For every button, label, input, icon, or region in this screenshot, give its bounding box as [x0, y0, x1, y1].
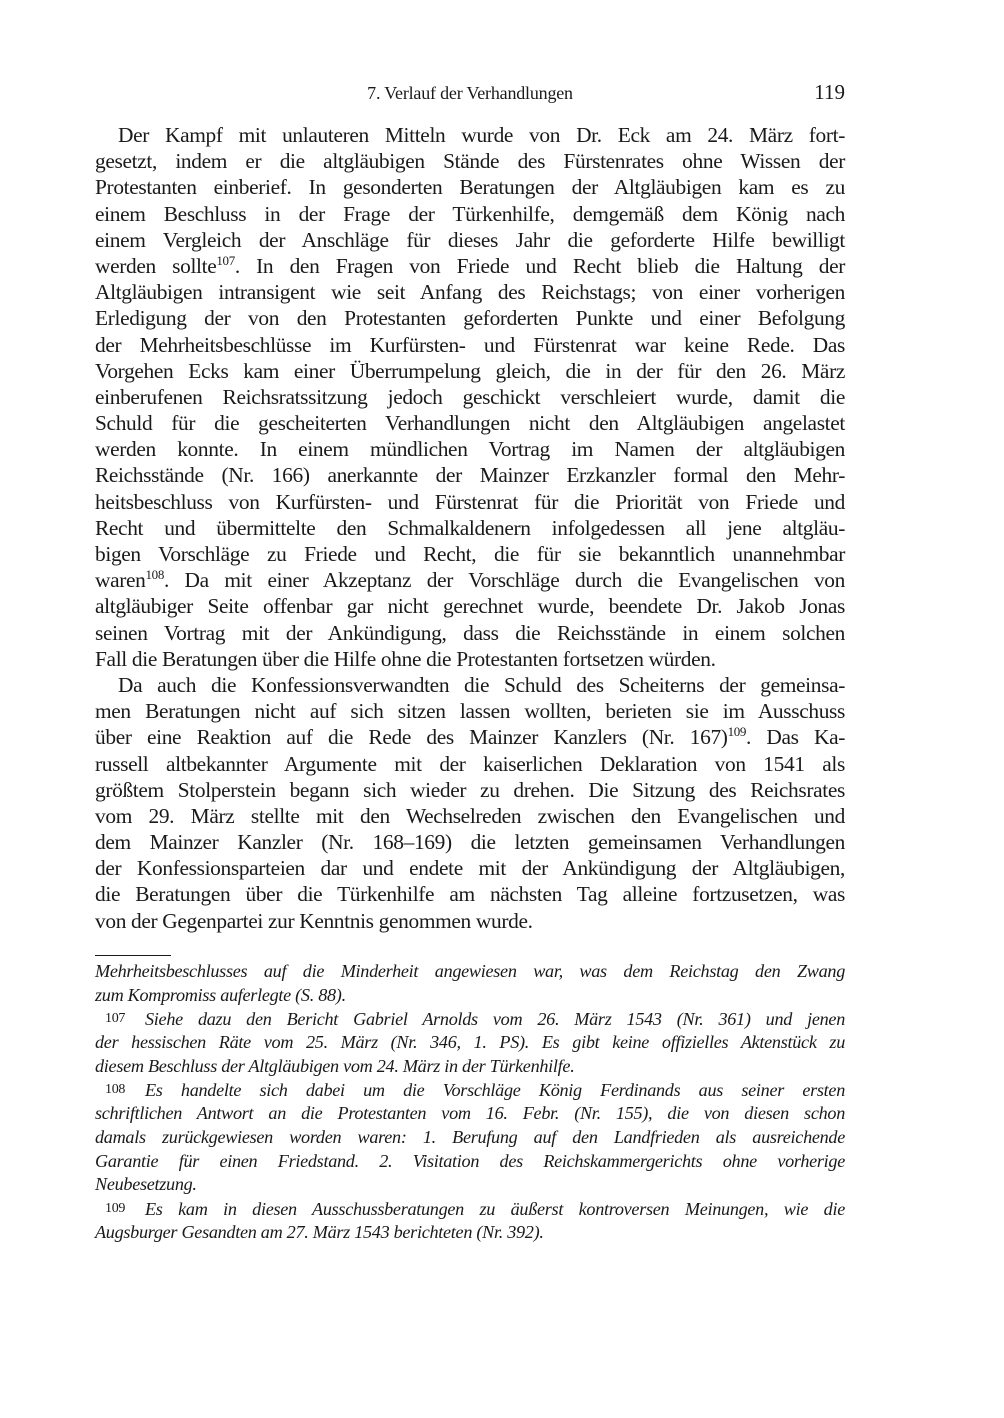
- text-fragment: werden sollte: [95, 253, 217, 278]
- page-number: 119: [814, 80, 845, 104]
- footnote-line: Neubesetzung.: [95, 1174, 197, 1195]
- footnote-line: damals zurückgewiesen worden waren: 1. Berufung auf den Landfrieden als ausreichende: [95, 1126, 845, 1147]
- footnote-line: Augsburger Gesandten am 27. März 1543 berichteten (Nr. 392).: [95, 1221, 544, 1242]
- text-line: Schuld für die gescheiterten Verhandlungen nicht den Altgläubigen angelastet: [95, 411, 845, 436]
- text-line: einem Vergleich der Anschläge für dieses Jahr die geforderte Hilfe bewilligt: [95, 227, 845, 252]
- text-fragment: waren: [95, 568, 146, 593]
- text-line: Der Kampf mit unlauteren Mitteln wurde von Dr. Eck am 24. März fort-: [118, 123, 845, 147]
- footnote-ref-108[interactable]: 108: [145, 567, 164, 583]
- running-header: [95, 80, 845, 108]
- text-fragment: . Da mit einer Akzeptanz der Vorschläge durch die Evangelischen von: [163, 568, 845, 593]
- text-line: der Mehrheitsbeschlüsse im Kurfürsten- und Fürstenrat war keine Rede. Das: [95, 332, 845, 357]
- text-line: heitsbeschluss von Kurfürsten- und Fürstenrat für die Priorität von Friede und: [95, 489, 845, 514]
- text-line: bigen Vorschläge zu Friede und Recht, die für sie bekanntlich unannehmbar: [95, 542, 845, 566]
- main-text: [95, 122, 845, 934]
- footnote-separator: [95, 955, 171, 956]
- text-line: Da auch die Konfessionsverwandten die Schuld des Scheiterns der gemeinsa-: [118, 672, 845, 697]
- text-line: seinen Vortrag mit der Ankündigung, dass die Reichsstände in einem solchen: [95, 620, 845, 645]
- footnote-text: Es handelte sich dabei um die Vorschläge König Ferdinands aus seiner ersten: [145, 1080, 845, 1101]
- text-line: Reichsstände (Nr. 166) anerkannte der Mainzer Erzkanzler formal den Mehr-: [95, 463, 845, 488]
- footnote-number: 107: [105, 1011, 126, 1027]
- footnote-109: [95, 1197, 845, 1221]
- footnote-text: Es kam in diesen Ausschussberatungen zu äußerst kontroversen Meinungen, wie die: [145, 1198, 845, 1219]
- text-line: gesetzt, indem er die altgläubigen Stände des Fürstenrates ohne Wissen der: [95, 149, 845, 174]
- text-line: Vorgehen Ecks kam einer Überrumpelung gleich, die in der für den 26. März: [95, 358, 845, 383]
- footnote-108: [95, 1078, 845, 1102]
- text-line: Recht und übermittelte den Schmalkaldenern infolgedessen all jene altgläu-: [95, 515, 845, 540]
- text-line: werden konnte. In einem mündlichen Vortrag im Namen der altgläubigen: [95, 437, 845, 462]
- text-line: einberufenen Reichsratssitzung jedoch geschickt verschleiert wurde, damit die: [95, 384, 845, 409]
- text-line: die Beratungen über die Türkenhilfe am nächsten Tag alleine fortzusetzen, was: [95, 882, 845, 907]
- text-line: der Konfessionsparteien dar und endete mit der Ankündigung der Altgläubigen,: [95, 856, 845, 881]
- footnote-number: 109: [105, 1200, 126, 1216]
- text-line: von der Gegenpartei zur Kenntnis genommen wurde.: [95, 908, 533, 933]
- text-line: [95, 567, 845, 593]
- text-line: [95, 724, 845, 750]
- footnote-line: schriftlichen Antwort an die Protestanten vom 16. Febr. (Nr. 155), die von diesen schon: [95, 1103, 845, 1124]
- footnote-line: Mehrheitsbeschlusses auf die Minderheit angewiesen war, was dem Reichstag den Zwang: [95, 961, 845, 981]
- footnote-line: Garantie für einen Friedstand. 2. Visitation des Reichskammergerichts ohne vorherige: [95, 1150, 845, 1171]
- text-line: altgläubiger Seite offenbar gar nicht gerechnet wurde, beendete Dr. Jakob Jonas: [95, 594, 845, 619]
- text-fragment: . Das Ka-: [746, 725, 845, 750]
- text-fragment: . In den Fragen von Friede und Recht blieb die Haltung der: [234, 253, 845, 278]
- text-line: größtem Stolperstein begann sich wieder zu drehen. Die Sitzung des Reichsrates: [95, 777, 845, 802]
- footnote-ref-107[interactable]: 107: [216, 252, 235, 268]
- text-line: dem Mainzer Kanzler (Nr. 168–169) die letzten gemeinsamen Verhandlungen: [95, 830, 845, 855]
- text-line: Protestanten einberief. In gesonderten Beratungen der Altgläubigen kam es zu: [95, 175, 845, 200]
- running-title: 7. Verlauf der Verhandlungen: [367, 83, 573, 103]
- text-line: russell altbekannter Argumente mit der kaiserlichen Deklaration von 1541 als: [95, 751, 845, 776]
- text-line: Fall die Beratungen über die Hilfe ohne die Protestanten fortsetzen würden.: [95, 646, 716, 671]
- footnote-line: zum Kompromiss auferlegte (S. 88).: [95, 984, 346, 1005]
- text-line: [95, 253, 845, 279]
- footnote-line: der hessischen Räte vom 25. März (Nr. 346, 1. PS). Es gibt keine offizielles Aktenstück zu: [95, 1032, 845, 1053]
- footnote-number: 108: [105, 1082, 126, 1098]
- text-line: vom 29. März stellte mit den Wechselreden zwischen den Evangelischen und: [95, 803, 845, 828]
- footnotes: [95, 960, 845, 1244]
- text-line: Erledigung der von den Protestanten geforderten Punkte und einer Befolgung: [95, 306, 845, 331]
- footnote-line: diesem Beschluss der Altgläubigen vom 24. März in der Türkenhilfe.: [95, 1055, 575, 1076]
- text-line: Altgläubigen intransigent wie seit Anfang des Reichstags; von einer vorherigen: [95, 280, 845, 305]
- text-line: einem Beschluss in der Frage der Türkenhilfe, demgemäß dem König nach: [95, 201, 845, 226]
- text-line: men Beratungen nicht auf sich sitzen lassen wollten, berieten sie im Ausschuss: [95, 699, 845, 724]
- footnote-ref-109[interactable]: 109: [727, 724, 747, 740]
- footnote-107: [95, 1007, 845, 1031]
- text-fragment: über eine Reaktion auf die Rede des Mainzer Kanzlers (Nr. 167): [95, 725, 728, 750]
- footnote-text: Siehe dazu den Bericht Gabriel Arnolds vom 26. März 1543 (Nr. 361) und jenen: [145, 1009, 845, 1030]
